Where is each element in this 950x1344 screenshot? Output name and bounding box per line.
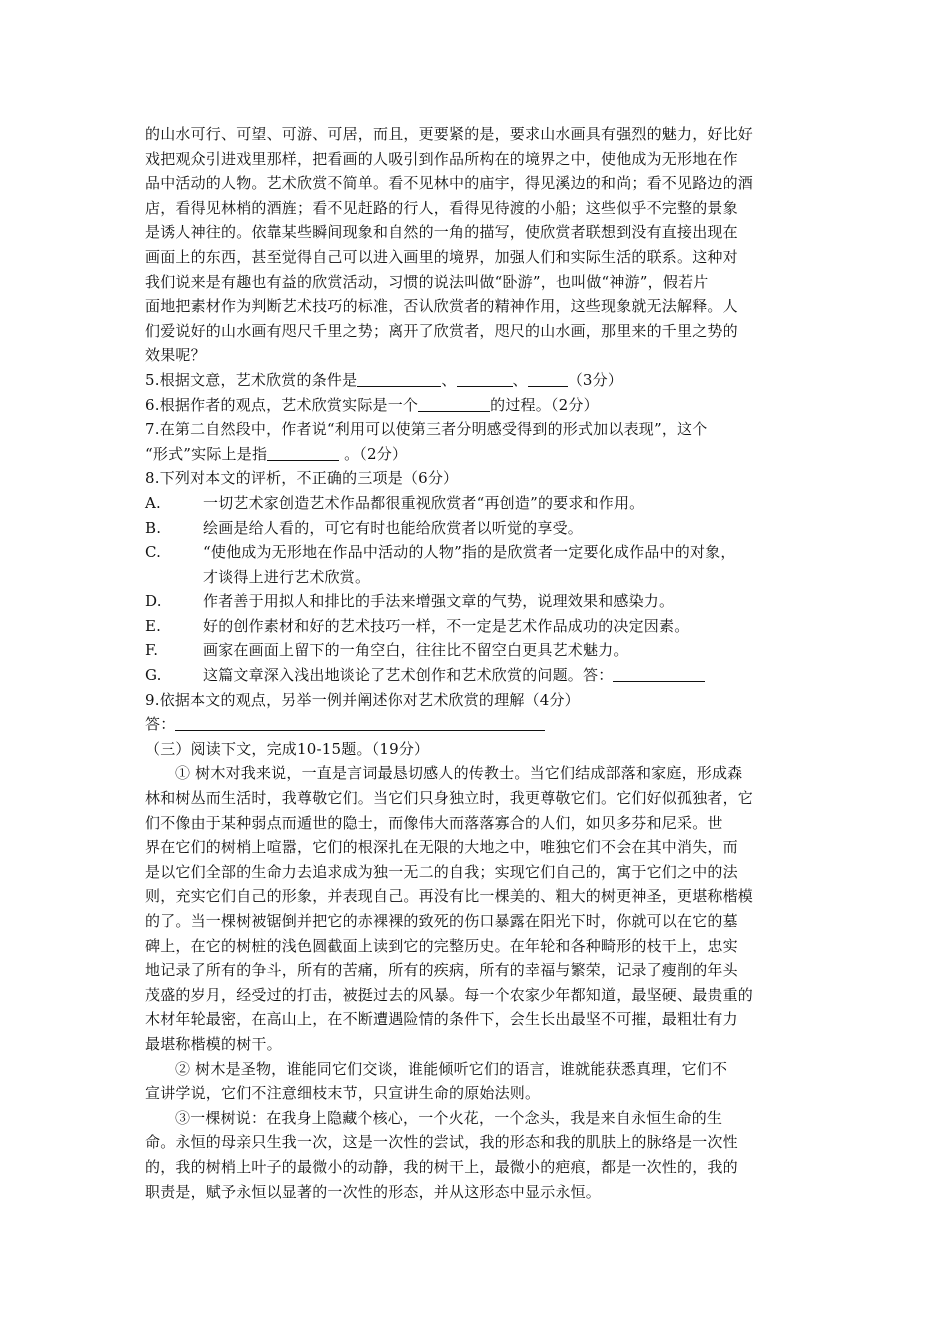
- passage-line: 品中活动的人物。艺术欣赏不简单。看不见林中的庙宇，得见溪边的和尚；看不见路边的酒: [145, 174, 754, 193]
- passage-line: 是诱人神往的。依靠某些瞬间现象和自然的一角的描写，使欣赏者联想到没有直接出现在: [145, 223, 738, 242]
- question-7-line-1: 7.在第二自然段中，作者说“利用可以使第三者分明感受得到的形式加以表现”，这个: [145, 420, 708, 439]
- option-letter: G.: [145, 666, 162, 685]
- passage-line: 的，我的树梢上叶子的最微小的动静，我的树干上，最微小的疤痕，都是一次性的，我的: [145, 1157, 738, 1176]
- option-letter: C.: [145, 543, 162, 562]
- option-text-line: 才谈得上进行艺术欣赏。: [203, 567, 371, 586]
- passage-line: 木材年轮最密，在高山上，在不断遭遇险情的条件下，会生长出最坚不可摧，最粗壮有力: [145, 1010, 738, 1029]
- answer-blank[interactable]: [357, 372, 441, 387]
- page-content: [145, 122, 810, 1204]
- question-9-answer: [145, 712, 810, 737]
- passage-2-tail: [145, 122, 810, 368]
- passage-line: 戏把观众引进戏里那样，把看画的人吸引到作品所构在的境界之中，使他成为无形地在作: [145, 149, 738, 168]
- answer-blank[interactable]: [267, 446, 339, 461]
- blank-separator: 、: [441, 370, 457, 389]
- option-text: 绘画是给人看的，可它有时也能给欣赏者以听觉的享受。: [203, 518, 584, 537]
- passage-line: 我们说来是有趣也有益的欣赏活动，习惯的说法叫做“卧游”，也叫做“神游”，假若片: [145, 272, 709, 291]
- question-6: [145, 393, 810, 418]
- passage-line: 是以它们全部的生命力去追求成为独一无二的自我；实现它们自己的，寓于它们之中的法: [145, 862, 738, 881]
- section-3-paragraph-2: [145, 1057, 810, 1106]
- passage-line: 店，看得见林梢的酒旌；看不见赶路的行人，看得见待渡的小船；这些似乎不完整的景象: [145, 198, 738, 217]
- answer-blank[interactable]: [418, 397, 490, 412]
- question-5-stem: 5.根据文意，艺术欣赏的条件是: [145, 370, 358, 389]
- passage-line: 效果呢？: [145, 346, 206, 365]
- passage-line: 碑上，在它的树桩的浅色圆截面上读到它的完整历史。在年轮和各种畸形的枝干上，忠实: [145, 936, 738, 955]
- passage-line: 们不像由于某种弱点而遁世的隐士，而像伟大而落落寡合的人们，如贝多芬和尼采。世: [145, 813, 723, 832]
- passage-line: 职责是，赋予永恒以显著的一次性的形态，并从这形态中显示永恒。: [145, 1182, 602, 1201]
- option-text: 作者善于用拟人和排比的手法来增强文章的气势，说理效果和感染力。: [203, 592, 675, 611]
- answer-blank[interactable]: [528, 372, 568, 387]
- option-text: 画家在画面上留下的一角空白，往往比不留空白更具艺术魅力。: [203, 641, 629, 660]
- passage-line: 们爱说好的山水画有咫尺千里之势；离开了欣赏者，咫尺的山水画，那里来的千里之势的: [145, 321, 738, 340]
- passage-line: 的山水可行、可望、可游、可居，而且，更要紧的是，要求山水画具有强烈的魅力，好比好: [145, 125, 754, 143]
- option-text: [203, 540, 810, 589]
- question-5-score: （3分）: [567, 370, 624, 389]
- option-a: [145, 491, 810, 516]
- passage-line: 最堪称楷模的树干。: [145, 1034, 282, 1053]
- passage-line: 茂盛的岁月，经受过的打击，被挺过去的风暴。每一个农家少年都知道，最坚硬、最贵重的: [145, 985, 754, 1004]
- question-7: [145, 417, 810, 466]
- option-d: [145, 589, 810, 614]
- question-5: [145, 368, 810, 393]
- option-text: [203, 663, 810, 688]
- passage-line: 界在它们的树梢上喧嚣，它们的根深扎在无限的大地之中，唯独它们不会在其中消失，而: [145, 838, 738, 857]
- answer-blank[interactable]: [457, 372, 513, 387]
- passage-line: ② 树木是圣物，谁能同它们交谈，谁能倾听它们的语言，谁就能获悉真理，它们不: [175, 1059, 728, 1078]
- option-text: 好的创作素材和好的艺术技巧一样，不一定是艺术作品成功的决定因素。: [203, 616, 690, 635]
- option-f: [145, 638, 810, 663]
- question-6-stem: 6.根据作者的观点，艺术欣赏实际是一个: [145, 395, 419, 414]
- passage-line: 面地把素材作为判断艺术技巧的标准，否认欣赏者的精神作用，这些现象就无法解释。人: [145, 297, 738, 316]
- passage-line: 地记录了所有的争斗，所有的苦痛，所有的疾病，所有的幸福与繁荣，记录了瘦削的年头: [145, 961, 738, 980]
- question-9-stem: 9.依据本文的观点，另举一例并阐述你对艺术欣赏的理解（4分）: [145, 690, 580, 709]
- passage-line: 命。永恒的母亲只生我一次，这是一次性的尝试，我的形态和我的肌肤上的脉络是一次性: [145, 1133, 738, 1152]
- section-3-heading: （三）阅读下文，完成10-15题。（19分）: [145, 739, 430, 758]
- option-letter: B.: [145, 518, 162, 537]
- passage-line: ① 树木对我来说，一直是言词最恳切感人的传教士。当它们结成部落和家庭，形成森: [175, 764, 743, 783]
- question-7-score: 。（2分）: [339, 444, 408, 463]
- option-text: 一切艺术家创造艺术作品都很重视欣赏者“再创造”的要求和作用。: [203, 493, 645, 512]
- question-8-stem: 8.下列对本文的评析，不正确的三项是（6分）: [145, 469, 459, 488]
- section-3-paragraph-3: [145, 1106, 810, 1204]
- passage-line: ③一棵树说：在我身上隐藏个核心，一个火花，一个念头，我是来自永恒生命的生: [175, 1108, 723, 1127]
- blank-separator: 、: [512, 370, 528, 389]
- answer-blank[interactable]: [613, 667, 705, 682]
- option-c: [145, 540, 810, 589]
- passage-line: 宣讲学说，它们不注意细枝末节，只宣讲生命的原始法则。: [145, 1084, 541, 1103]
- option-letter: E.: [145, 616, 162, 635]
- option-b: [145, 516, 810, 541]
- passage-line: 画面上的东西，甚至觉得自己可以进入画里的境界，加强人们和实际生活的联系。这种对: [145, 247, 738, 266]
- passage-line: 的了。当一棵树被锯倒并把它的赤裸裸的致死的伤口暴露在阳光下时，你就可以在它的墓: [145, 912, 738, 930]
- question-7-line-2: “形式”实际上是指: [145, 444, 268, 463]
- section-3-paragraph-1: [145, 761, 810, 1056]
- answer-label: 答：: [145, 715, 176, 734]
- option-g: [145, 663, 810, 688]
- option-letter: D.: [145, 592, 162, 611]
- option-letter: F.: [145, 641, 159, 660]
- option-text-line: 这篇文章深入浅出地谈论了艺术创作和艺术欣赏的问题。答：: [203, 666, 614, 685]
- option-letter: A.: [145, 493, 162, 512]
- passage-line: 林和树丛而生活时，我尊敬它们。当它们只身独立时，我更尊敬它们。它们好似孤独者，它: [145, 789, 754, 808]
- option-text-line: “使他成为无形地在作品中活动的人物”指的是欣赏者一定要化成作品中的对象，: [203, 543, 736, 562]
- question-6-score: 的过程。（2分）: [490, 395, 599, 414]
- option-e: [145, 614, 810, 639]
- passage-line: 则，充实它们自己的形象，并表现自己。再没有比一棵美的、粗大的树更神圣，更堪称楷模: [145, 887, 754, 906]
- answer-blank[interactable]: [175, 716, 545, 731]
